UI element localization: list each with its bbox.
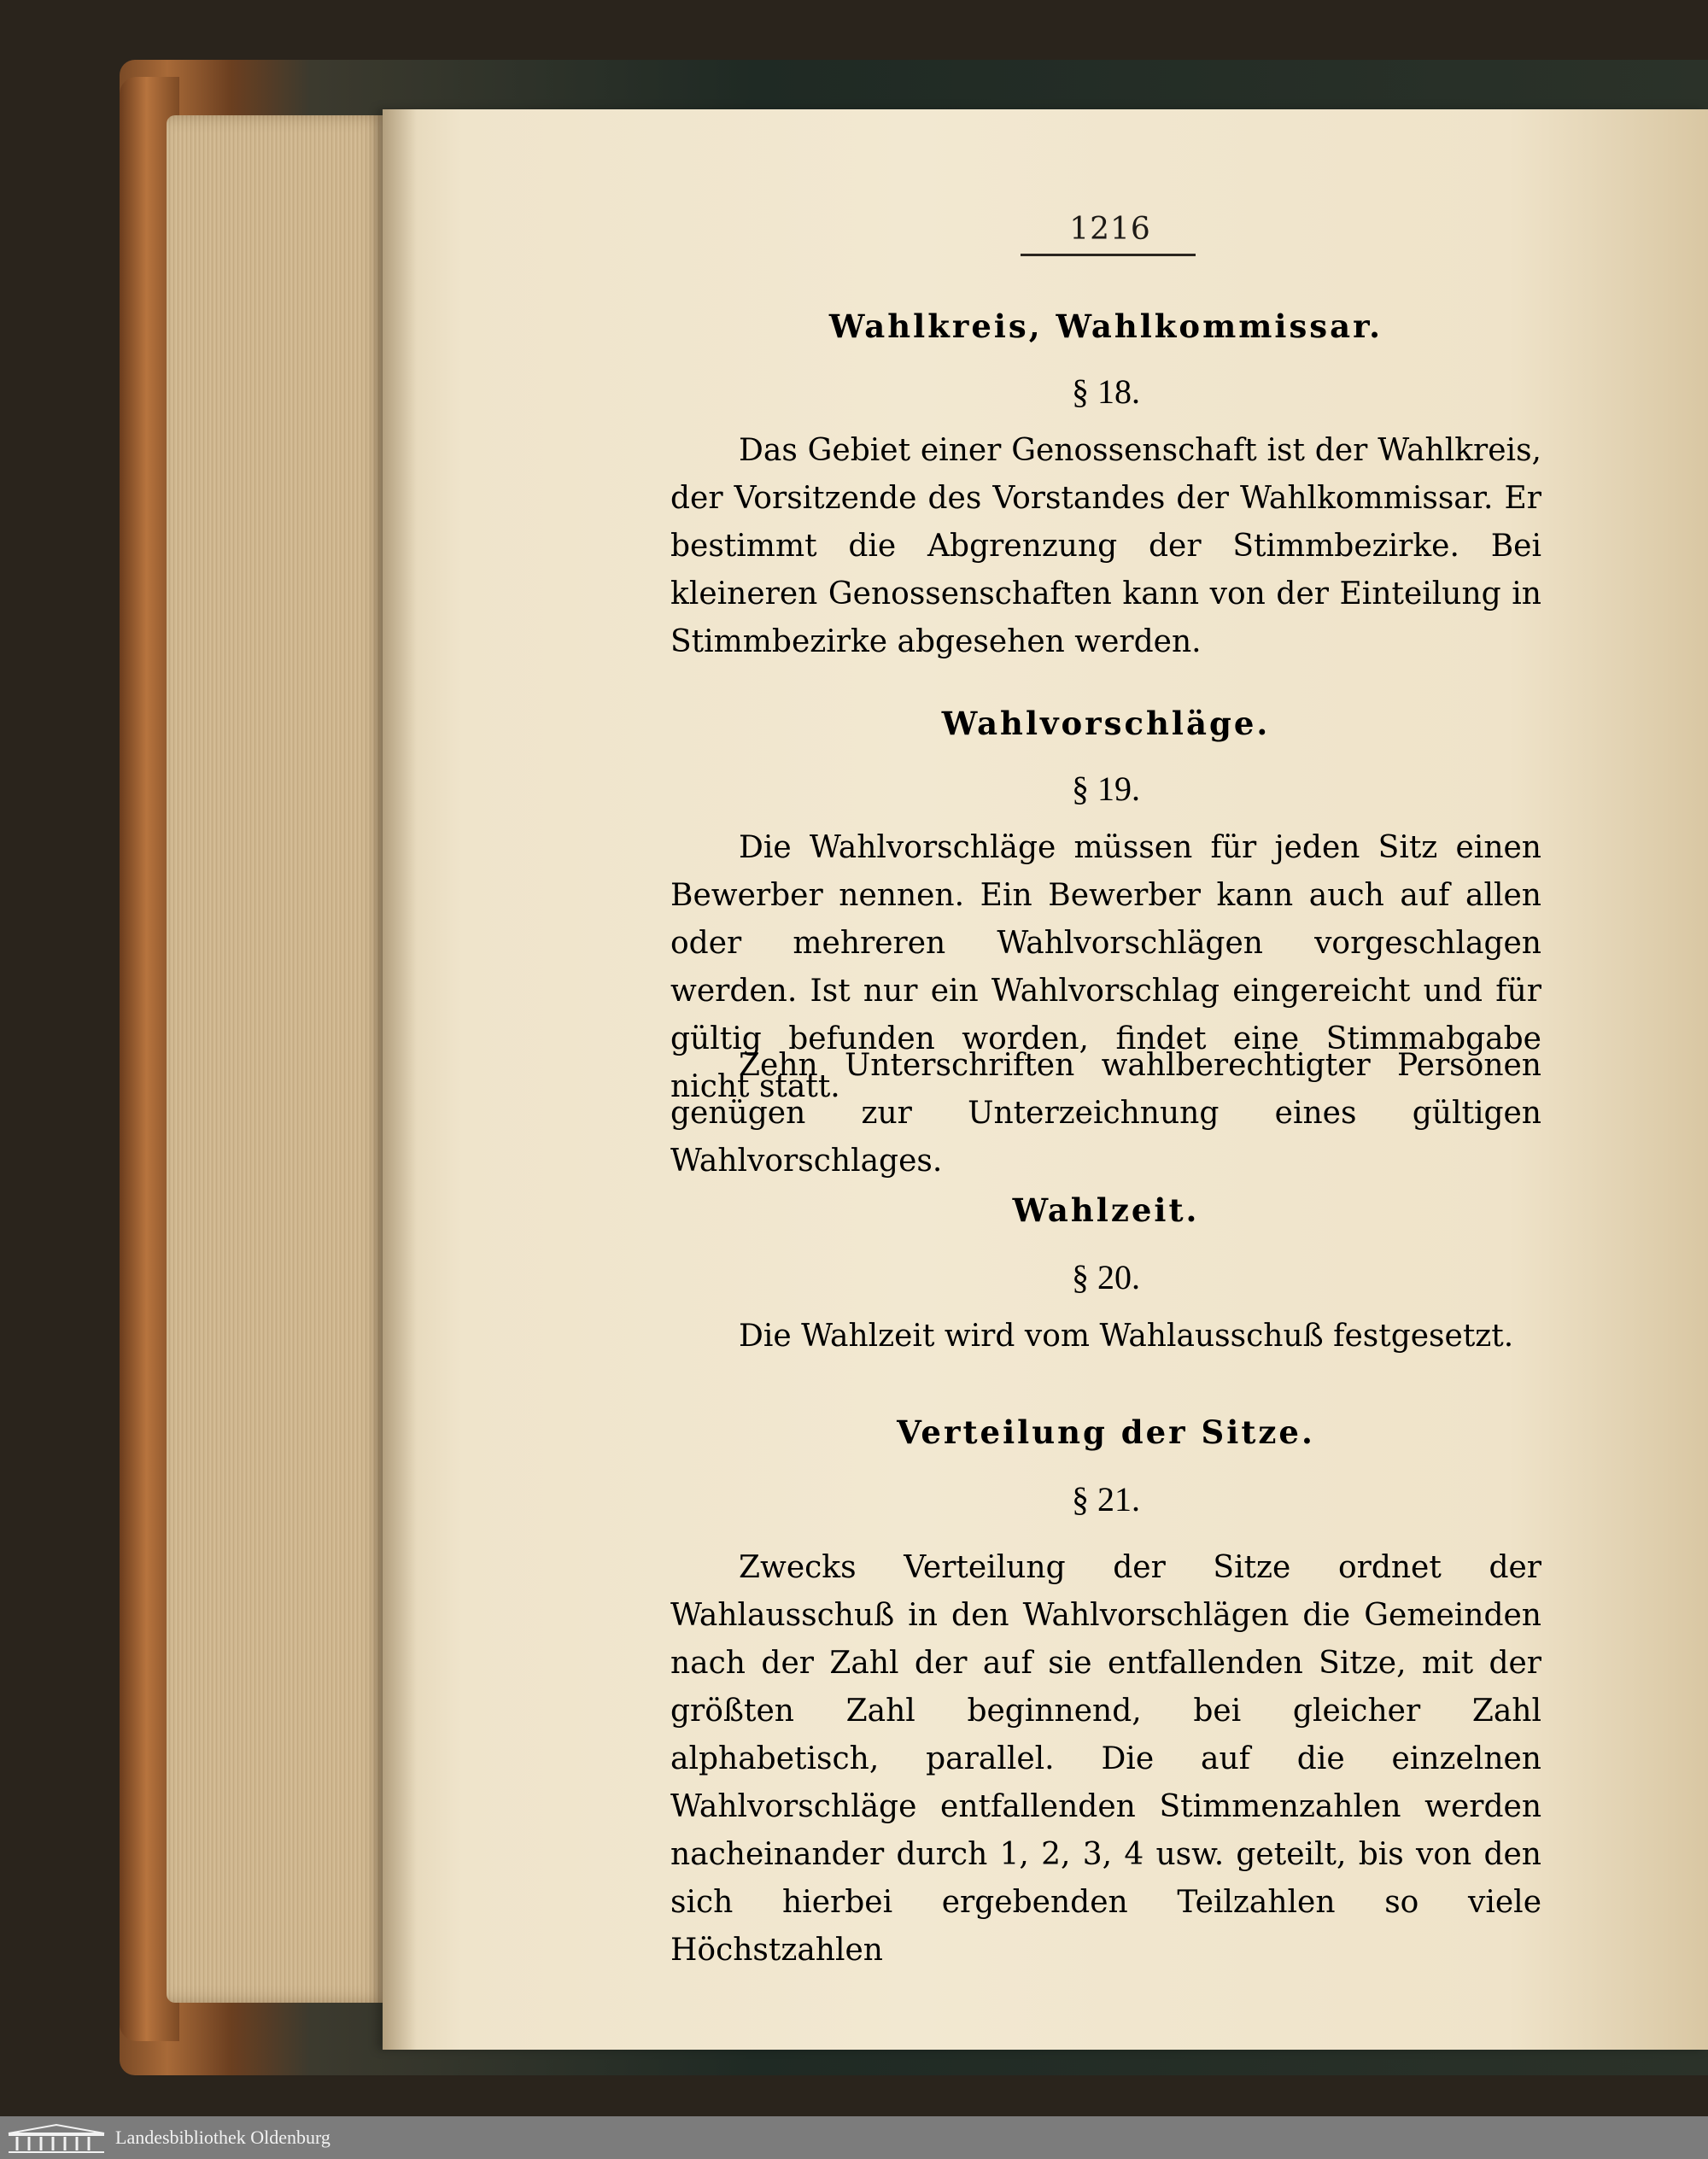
page-stack-edge <box>167 115 389 2003</box>
library-building-icon <box>5 2123 108 2154</box>
page-number-rule <box>1021 254 1196 256</box>
paragraph-number: § 19. <box>1072 769 1140 808</box>
section-heading: Wahlvorschläge. <box>941 705 1271 742</box>
body-paragraph: Zehn Unterschriften wahlberechtigter Personen genügen zur Unterzeichnung eines gültigen Wahlvorschlages. <box>670 1048 1541 1179</box>
paragraph-number: § 21. <box>1072 1480 1140 1518</box>
body-paragraph: Die Wahlvorschläge müssen für jeden Sitz einen Bewerber nennen. Ein Bewerber kann auch auf allen oder mehreren Wahlvorschlägen vorgeschlagen werden. Ist nur ein Wahlvorschlag eingereicht und für gültig befunden worden, findet eine Stimmabgabe nicht statt. <box>670 830 1541 1104</box>
body-paragraph: Das Gebiet einer Genossenschaft ist der Wahlkreis, der Vorsitzende des Vorstandes der Wahlkommissar. Er bestimmt die Abgrenzung der Stimmbezirke. Bei kleineren Genossenschaften kann von der Einteilung in Stimmbezirke abgesehen werden. <box>670 433 1541 659</box>
section-heading: Wahlzeit. <box>1012 1191 1200 1229</box>
library-name: Landesbibliothek Oldenburg <box>115 2127 330 2148</box>
section-heading: Wahlkreis, Wahlkommissar. <box>828 307 1383 345</box>
paragraph-number: § 20. <box>1072 1258 1140 1296</box>
body-paragraph: Die Wahlzeit wird vom Wahlausschuß festgesetzt. <box>739 1319 1514 1354</box>
section-heading: Verteilung der Sitze. <box>897 1413 1315 1451</box>
page-gutter-shadow <box>383 109 417 2050</box>
paragraph-number: § 18. <box>1072 372 1140 411</box>
body-paragraph: Zwecks Verteilung der Sitze ordnet der Wahlausschuß in den Wahlvorschlägen die Gemeinden nach der Zahl der auf sie entfallenden Sitze, mit der größten Zahl beginnend, bei gleicher Zahl alphabetisch, parallel. Die auf die einzelnen Wahlvorschläge entfallenden Stimmenzahlen werden nacheinander durch 1, 2, 3, 4 usw. geteilt, bis von den sich hierbei ergebenden Teilzahlen so viele Höchstzahlen <box>670 1550 1541 1968</box>
page-number: 1216 <box>1069 212 1151 247</box>
